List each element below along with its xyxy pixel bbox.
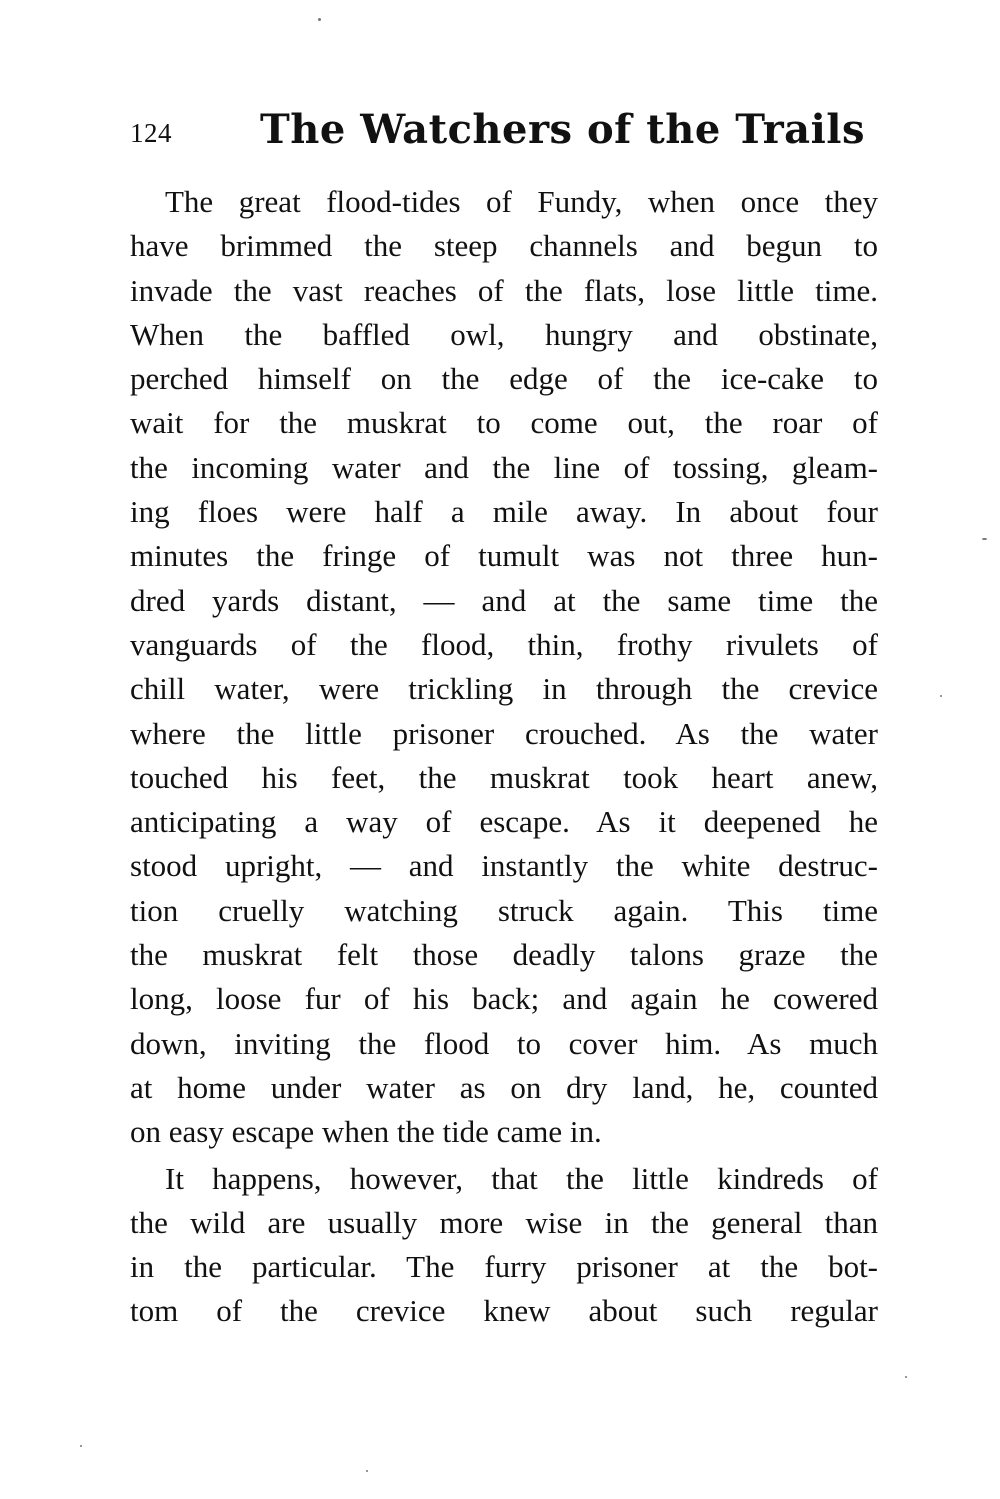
text-line: the wild are usually more wise in the general than: [130, 1204, 878, 1240]
text-line: long, loose fur of his back; and again he cowered: [130, 981, 878, 1017]
running-head: [130, 106, 880, 162]
text-line: the incoming water and the line of tossing, gleam-: [130, 449, 878, 485]
text-line: invade the vast reaches of the flats, lose little time.: [130, 272, 878, 308]
body-text: [130, 180, 878, 1334]
print-speck: [982, 538, 987, 540]
text-line: wait for the muskrat to come out, the roar of: [130, 405, 878, 441]
text-line: have brimmed the steep channels and begun to: [130, 228, 878, 264]
text-line: The great flood-tides of Fundy, when once they: [165, 184, 878, 219]
page-number: 124: [130, 118, 172, 148]
text-line: perched himself on the edge of the ice-cake to: [130, 361, 878, 397]
text-line: When the baffled owl, hungry and obstinate,: [130, 316, 878, 352]
print-speck: [80, 1445, 82, 1447]
paragraph: [130, 1157, 878, 1334]
text-line: It happens, however, that the little kindreds of: [165, 1160, 878, 1196]
print-speck: [318, 18, 321, 21]
print-speck: [366, 1470, 368, 1472]
text-line: dred yards distant, — and at the same time the: [130, 582, 878, 618]
text-line: down, inviting the flood to cover him. As much: [130, 1025, 878, 1061]
text-line: minutes the fringe of tumult was not three hun-: [130, 538, 878, 574]
print-speck: [905, 1376, 907, 1378]
print-speck: [940, 695, 942, 697]
text-line: touched his feet, the muskrat took heart anew,: [130, 759, 878, 795]
text-line: stood upright, — and instantly the white destruc-: [130, 848, 878, 884]
text-line: anticipating a way of escape. As it deepened he: [130, 804, 878, 840]
paragraph: [130, 180, 878, 1155]
text-line: ing floes were half a mile away. In about four: [130, 494, 878, 530]
text-line: in the particular. The furry prisoner at the bot-: [130, 1249, 878, 1285]
text-line: chill water, were trickling in through the crevice: [130, 671, 878, 707]
text-line: where the little prisoner crouched. As the water: [130, 715, 878, 751]
text-line: tom of the crevice knew about such regular: [130, 1293, 878, 1329]
text-line: tion cruelly watching struck again. This time: [130, 892, 878, 928]
text-line: the muskrat felt those deadly talons graze the: [130, 937, 878, 973]
text-line: on easy escape when the tide came in.: [130, 1114, 602, 1150]
text-line: vanguards of the flood, thin, frothy rivulets of: [130, 626, 878, 662]
running-title: The Watchers of the Trails: [260, 106, 865, 153]
text-line: at home under water as on dry land, he, counted: [130, 1069, 878, 1105]
